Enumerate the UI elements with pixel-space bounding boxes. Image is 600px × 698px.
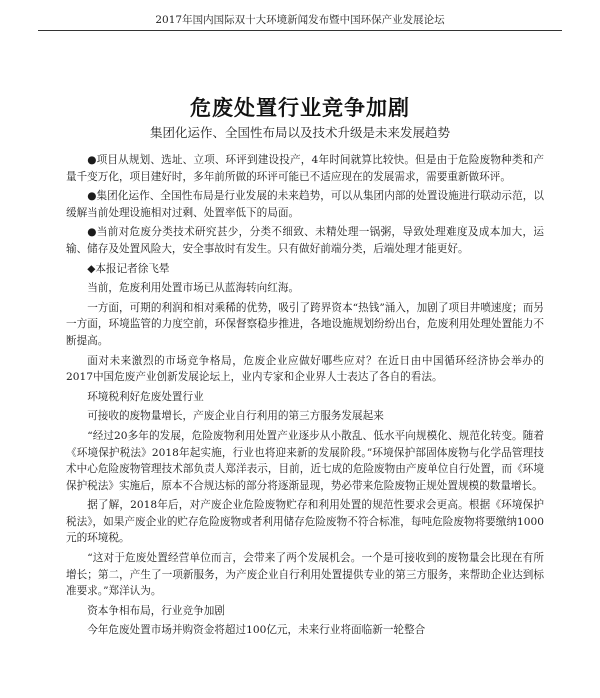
body-paragraph: 当前，危废利用处置市场已从蓝海转向红海。 [87,282,300,295]
section-subheading: 可接收的废物量增长，产废企业自行利用的第三方服务发展起来 [87,410,384,423]
section-heading: 环境税利好危废处置行业 [87,390,204,403]
summary-point-2: ●集团化运作、全国性布局是行业发展的未来趋势，可以从集团内部的处置设施进行联动示范，以缓解当前处理设施相对过剩、处置率低下的局面。 [66,190,544,219]
article-subtitle: 集团化运作、全国性布局以及技术升级是未来发展趋势 [149,125,450,140]
byline: ◆本报记者徐飞晕 [87,262,170,275]
summary-point-3: ●当前对危废分类技术研究甚少，分类不细致、未精处理一锅粥，导致处理难度及成本加大，运输、储存及处置风险大，安全事故时有发生。只有做好前端分类，后端处理才能更好。 [66,226,544,255]
article-title: 危废处置行业竞争加剧 [190,96,410,120]
section-heading: 资本争相布局，行业竞争加剧 [87,604,225,617]
body-paragraph: “这对于危废处置经营单位而言，会带来了两个发展机会。一个是可接收到的废物量会比现在有所增长；第二，产生了一项新服务，为产废企业自行利用处置提供专业的第三方服务，来帮助企业达到标准要求。”郑洋认为。 [66,552,544,598]
body-paragraph: “经过20多年的发展，危险废物利用处置产业逐步从小散乱、低水平向规模化、规范化转变。随着《环境保护税法》2018年起实施，行业也将迎来新的发展阶段。”环境保护部固体废物与化学品管理技术中心危险废物管理技术部负责人郑洋表示，目前，近七成的危险废物由产废单位自行处置，而《环境保护税法》实施后，原本不合规达标的部分将逐渐显现，势必带来危险废物正规处置规模的数量增长。 [66,429,544,492]
section-subheading: 今年危废处置市场并购资金将超过100亿元，未来行业将面临新一轮整合 [87,624,426,637]
body-paragraph: 据了解，2018年后，对产废企业危险废物贮存和利用处置的规范性要求会更高。根据《环境保护税法》，如果产废企业的贮存危险废物或者利用储存危险废物不符合标准，每吨危险废物将要缴纳1000元的环境税。 [66,499,544,545]
running-header: 2017年国内国际双十大环境新闻发布暨中国环保产业发展论坛 [38,12,562,31]
summary-point-1: ●项目从规划、选址、立项、环评到建设投产，4年时间就算比较快。但是由于危险废物种类和产量千变万化，项目建好时，多年前所做的环评可能已不适应现在的发展需求，需要重新做环评。 [66,154,544,183]
body-paragraph: 面对未来激烈的市场竞争格局，危废企业应做好哪些应对？在近日由中国循环经济协会举办的2017中国危废产业创新发展论坛上，业内专家和企业界人士表达了各自的看法。 [66,354,544,384]
article-body [66,152,544,642]
body-paragraph: 一方面，可期的利润和相对乘稀的优势，吸引了跨界资本“热钱”涌入，加剧了项目井喷速度；而另一方面，环境监管的力度空前，环保督察稳步推进，各地设施规划纷纷出台，危废利用处理处置能力不断提高。 [66,301,544,347]
